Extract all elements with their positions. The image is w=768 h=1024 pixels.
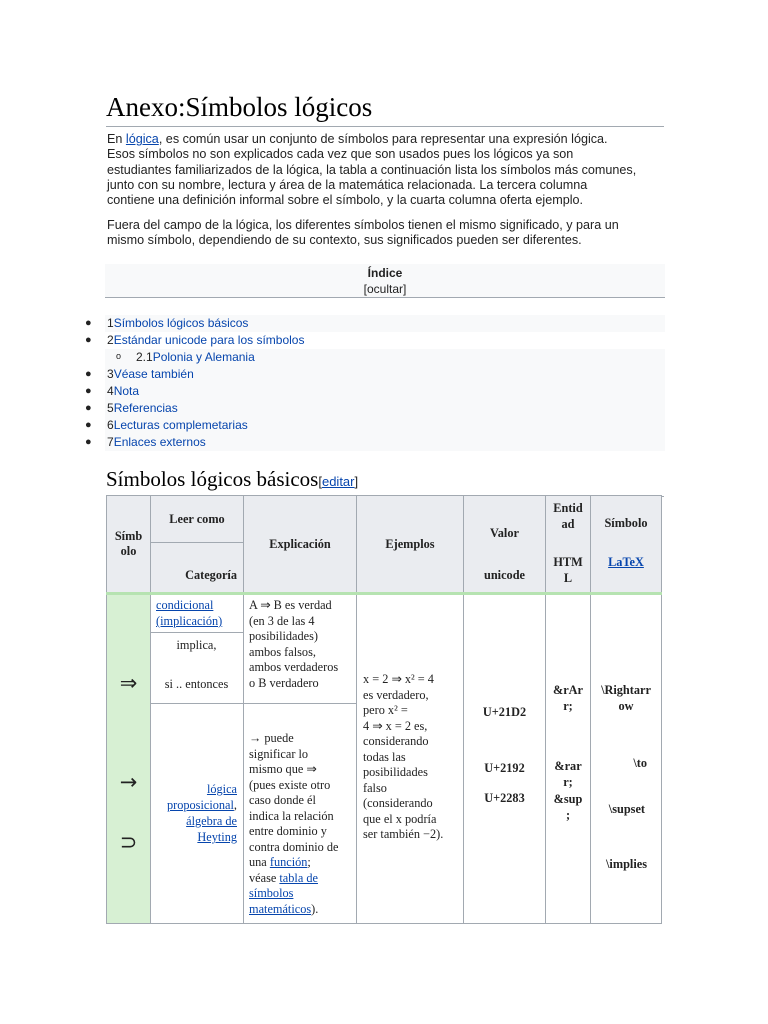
- rightarrow-double-icon: ⇒: [119, 671, 138, 695]
- html-entity-cell: &rAr r; &rar r; &sup ;: [546, 594, 591, 924]
- circle-bullet-icon: o: [116, 351, 122, 361]
- rightarrow-icon: →: [119, 770, 138, 794]
- bullet-icon: ●: [85, 402, 92, 414]
- header-categoria: Categoría: [151, 543, 244, 594]
- latex-link[interactable]: LaTeX: [608, 555, 644, 569]
- toc-item[interactable]: ● 3Véase también: [0, 366, 768, 383]
- tabla-link[interactable]: tabla de: [279, 870, 318, 885]
- funcion-link[interactable]: función: [269, 855, 308, 869]
- section-heading: Símbolos lógicos básicos[editar]: [106, 465, 664, 497]
- header-simbolo: Símb olo: [107, 496, 151, 594]
- symbol-cell: [107, 594, 151, 924]
- proposicional-link[interactable]: proposicional: [166, 798, 234, 812]
- toc-item[interactable]: ● 2Estándar unicode para los símbolos: [85, 333, 305, 347]
- intro-text: mismo símbolo, dependiendo de su contexto, sus significados pueden ser diferentes.: [107, 233, 582, 248]
- intro-text: En: [107, 132, 126, 146]
- intro-text: junto con su nombre, lectura y área de la matemática relacionada. La tercera columna: [107, 177, 588, 192]
- implicacion-link[interactable]: (implicación): [156, 614, 223, 628]
- toc-subitem[interactable]: o 2.1Polonia y Alemania: [0, 349, 768, 366]
- simbolos-link[interactable]: símbolos: [249, 886, 294, 900]
- bullet-icon: ●: [85, 317, 92, 329]
- latex-cell: \Rightarr ow \to \supset \implies: [591, 594, 662, 924]
- bullet-icon: ●: [85, 334, 92, 346]
- header-explicacion: Explicación: [244, 496, 357, 594]
- read-category-cell: condicional (implicación) implica, si .. entonces lógica proposicional, álgebra de Heyting: [151, 594, 244, 924]
- intro-text: estudiantes familiarizados de la lógica, la tabla a continuación lista los símbolos más comunes,: [107, 162, 637, 177]
- heyting-link[interactable]: Heyting: [197, 830, 237, 844]
- header-ejemplos: Ejemplos: [357, 496, 464, 594]
- header-simbolo-latex: Símbolo LaTeX: [591, 496, 662, 594]
- header-valor-unicode: Valor unicode: [464, 496, 546, 594]
- condicional-link[interactable]: condicional: [156, 598, 214, 612]
- header-leer-como: Leer como: [151, 496, 244, 543]
- intro-text: , es común usar un conjunto de símbolos para representar una expresión lógica.: [158, 132, 608, 146]
- toc-header: [105, 264, 665, 298]
- section-title-text: Símbolos lógicos básicos: [106, 467, 319, 491]
- toc-item[interactable]: ● 4Nota: [0, 383, 768, 400]
- intro-text: Fuera del campo de la lógica, los diferentes símbolos tienen el mismo significado, y para un: [107, 218, 619, 232]
- read-as-text: si .. entonces: [164, 677, 229, 691]
- read-as-text: implica,: [176, 638, 217, 652]
- intro-text: contiene una definición informal sobre el símbolo, y la cuarta columna oferta ejemplo.: [107, 193, 584, 208]
- bullet-icon: ●: [85, 368, 92, 380]
- header-entidad-html: Entid ad HTM L: [546, 496, 591, 594]
- toc-item[interactable]: ● 5Referencias: [0, 400, 768, 417]
- intro-paragraph-2: [107, 218, 665, 249]
- toc-item[interactable]: ● 7Enlaces externos: [0, 434, 768, 451]
- bullet-icon: ●: [85, 385, 92, 397]
- toc-title: Índice: [367, 266, 403, 280]
- intro-paragraph-1: [107, 132, 665, 208]
- explanation-cell: A ⇒ B es verdad (en 3 de las 4 posibilidades) ambos falsos, ambos verdaderos o B verdadero → puede significar lo mismo que ⇒ (pues existe otro caso donde él indica la relación entre dominio y contra dominio de una función; véase tabla de símbolos matemáticos).: [244, 594, 357, 924]
- toc-toggle-link[interactable]: [ocultar]: [363, 282, 407, 296]
- unicode-cell: U+21D2 U+2192 U+2283: [464, 594, 546, 924]
- logica-link[interactable]: lógica: [125, 132, 159, 146]
- matematicos-link[interactable]: matemáticos: [249, 901, 312, 916]
- edit-section-link[interactable]: editar: [321, 474, 355, 489]
- toc-item[interactable]: ● 1Símbolos lógicos básicos: [0, 315, 768, 332]
- examples-cell: x = 2 ⇒ x² = 4 es verdadero, pero x² = 4 ⇒ x = 2 es, considerando todas las posibilidades falso (considerando que el x podría ser también −2).: [357, 594, 464, 924]
- toc-item[interactable]: ● 6Lecturas complemetarias: [0, 417, 768, 434]
- algebra-link[interactable]: álgebra de: [186, 814, 237, 828]
- page-title: Anexo:Símbolos lógicos: [106, 88, 664, 127]
- bullet-icon: ●: [85, 419, 92, 431]
- logic-symbols-table: [106, 495, 662, 924]
- intro-text: Esos símbolos no son explicados cada vez que son usados pues los lógicos ya son: [107, 147, 574, 162]
- superset-icon: ⊃: [119, 830, 138, 854]
- bullet-icon: ●: [85, 436, 92, 448]
- logica-link[interactable]: lógica: [206, 782, 237, 796]
